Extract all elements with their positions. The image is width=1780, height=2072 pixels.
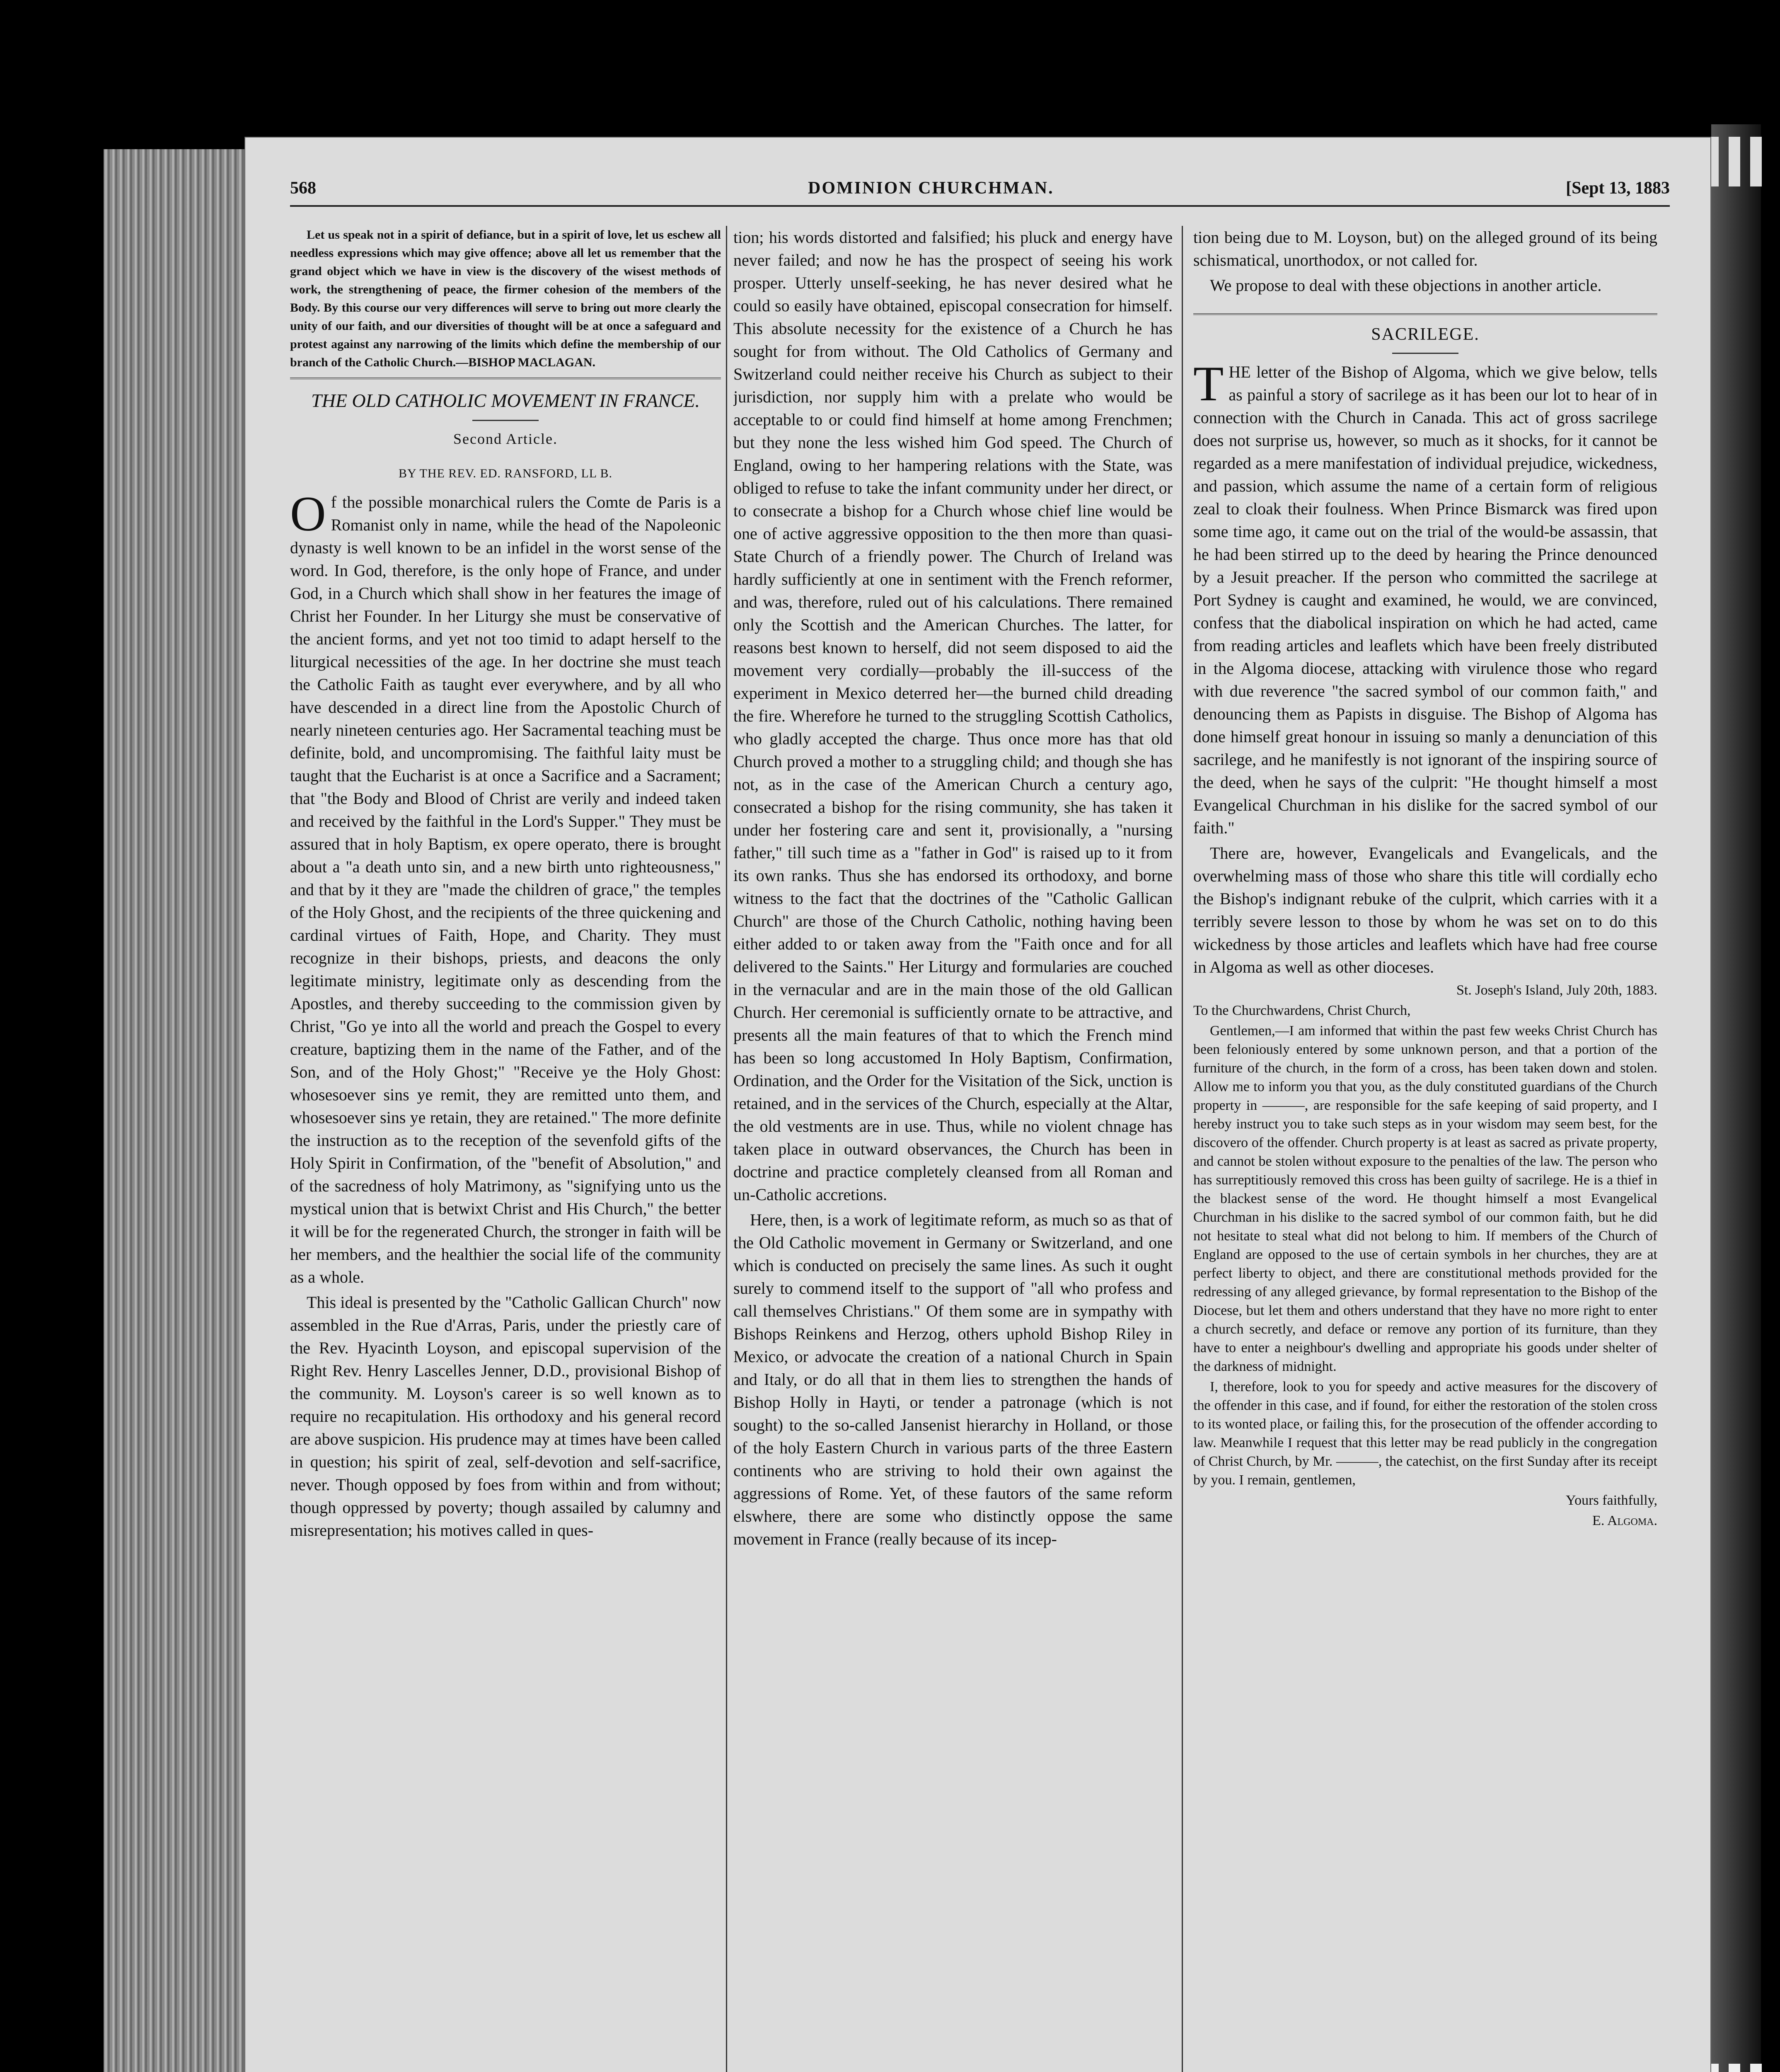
header-rule — [290, 205, 1670, 207]
column-rule-2 — [1182, 226, 1183, 2072]
letter-addressee: To the Churchwardens, Christ Church, — [1193, 1003, 1411, 1018]
sacrilege-title: SACRILEGE. — [1371, 325, 1480, 344]
section-rule — [1193, 313, 1657, 315]
sacrilege-paragraph: There are, however, Evangelicals and Evangelicals, and the overwhelming mass of those who share this title will cordially echo the Bishop's indignant rebuke of the culprit, which carries with it a terribly severe lesson to those by whom he was set on to do this wickedness by those articles and leaflets which have had free course in Algoma as well as other dioceses. — [1193, 844, 1657, 976]
article-title: THE OLD CATHOLIC MOVEMENT IN FRANCE. — [311, 390, 700, 411]
scan-marks-bottom — [1707, 2064, 1778, 2072]
bishop-letter — [1193, 981, 1657, 1530]
column-2 — [733, 226, 1173, 2072]
column-rule-1 — [726, 226, 727, 2072]
gutter-shadow — [1711, 124, 1761, 2072]
article-paragraph: Of the possible monarchical rulers the Comte de Paris is a Romanist only in name, while the head of the Napoleonic dynasty is well known to be an infidel in the worst sense of the word. In God, therefore, is the only hope of France, and under God, in a Church which shall show in her features the image of Christ her Founder. In her Liturgy she must be conservative of the ancient forms, and yet not too timid to adapt herself to the liturgical necessities of the age. In her doctrine she must teach the Catholic Faith as taught ever everywhere, and by all who have descended in a direct line from the Apostolic Church of nearly nineteen centuries ago. Her Sacramental teaching must be definite, bold, and uncompromising. The faithful laity must be taught that the Eucharist is at once a Sacrifice and a Sacrament; that "the Body and Blood of Christ are verily and indeed taken and received by the faithful in the Lord's Supper." They must be assured that in holy Baptism, ex opere operato, there is brought about a "a death unto sin, and a new birth unto righteousness," and that by it they are "made the children of grace," the temples of the Holy Ghost, and the recipients of the three quickening and cardinal virtues of Faith, Hope, and Charity. They must recognize in their bishops, priests, and deacons the only legitimate ministry, legitimate only as descending from the Apostles, and thereby succeeding to the commission given by Christ, "Go ye into all the world and preach the Gospel to every creature, baptizing them in the name of the Father, and of the Son, and of the Holy Ghost;" "Receive ye the Holy Ghost: whosesoever sins ye remit, they are remitted unto them, and whosesoever sins ye retain, they are retained." The more definite the instruction as to the reception of the sevenfold gifts of the Holy Spirit in Confirmation, of the "benefit of Absolution," and of the sacredness of holy Matrimony, as "signifying unto us the mystical union that is betwixt Christ and His Church," the better it will be for the regenerated Church, the stronger in faith will be her members, and the healthier the social life of the community as a whole. — [290, 486, 721, 1286]
issue-date: [Sept 13, 1883 — [1566, 179, 1670, 198]
article-paragraph: tion being due to M. Loyson, but) on the alleged ground of its being schismatical, unorthodox, or not called for. — [1193, 228, 1657, 269]
sacrilege-paragraph: THE letter of the Bishop of Algoma, which we give below, tells as painful a story of sacrilege as it has been our lot to hear of in connection with the Church in Canada. This act of gross sacrilege does not surprise us, however, so much as it shocks, for it cannot be regarded as a mere manifestation of individual prejudice, wickedness, and passion, which assume the name of a certain form of religious zeal to cloak their foulness. When Prince Bismarck was fired upon some time ago, it came out on the trial of the would-be assassin, that he had been stirred up to the deed by hearing the Prince denounced by a Jesuit preacher. If the person who committed the sacrilege at Port Sydney is caught and examined, he would, we are convinced, confess that the diabolical inspiration on which he had acted, came from reading articles and leaflets which have been freely distributed in the Algoma diocese, attacking with virulence those who regard with due reverence "the sacred symbol of our common faith," and denouncing them as Papists in disguise. The Bishop of Algoma has done himself great honour in issuing so manly a denunciation of this sacrilege, and he manifestly is not ignorant of the inspiring source of the deed, when he says of the culprit: "He thought himself a most Evangelical Churchman in his dislike for the sacred symbol of our faith." — [1193, 356, 1657, 837]
article-paragraph: Here, then, is a work of legitimate reform, as much so as that of the Old Catholic movement in Germany or Switzerland, and one which is conducted on precisely the same lines. As such it ought surely to commend itself to the support of "all who profess and call themselves Christians." Of them some are in sympathy with Bishops Reinkens and Herzog, others uphold Bishop Riley in Mexico, or advocate the creation of a national Church in Spain and Italy, or do all that in them lies to strengthen the hands of Bishop Holly in Hayti, or tender a patronage (which is not sought) to the so-called Jansenist hierarchy in Holland, or those of the holy Eastern Church in various parts of the three Eastern continents who are striving to hold their own against the aggressions of Rome. Yet, of these fautors of the same reform elswhere, there are some who distinctly oppose the same movement in France (really because of its incep- — [733, 1210, 1173, 1548]
title-rule — [1392, 353, 1458, 354]
letter-closing: Yours faithfully, — [1565, 1493, 1657, 1508]
letter-paragraph: I, therefore, look to you for speedy and active measures for the discovery of the offender in this case, and if found, for either the restoration of the stolen cross to its wonted place, or failing this, for the prosecution of the offender according to law. Meanwhile I request that this letter may be read publicly in the congregation of Christ Church, by Mr. ———, the catechist, on the first Sunday after its receipt by you. I remain, gentlemen, — [1193, 1379, 1657, 1488]
drop-cap: T — [1193, 356, 1224, 411]
page-header — [290, 178, 1670, 215]
book-page-edges — [104, 149, 244, 2072]
letter-signature: E. Algoma. — [1592, 1513, 1657, 1528]
newspaper-page — [244, 137, 1711, 2072]
letter-place-date: St. Joseph's Island, July 20th, 1883. — [1456, 983, 1657, 998]
quote-rule — [290, 378, 721, 379]
article-paragraph: tion; his words distorted and falsified; his pluck and energy have never failed; and now he has the prospect of seeing his work prosper. Utterly unself-seeking, he has never desired what he could so easily have obtained, episcopal consecration for himself. This absolute necessity for the existence of a Church he has sought for from without. The Old Catholics of Germany and Switzerland could neither receive his Church as subject to their jurisdiction, nor supply him with a prelate who would be acceptable to or could find himself at home among Frenchmen; but they none the less wished him God speed. The Church of England, owing to her hampering relations with the State, was obliged to refuse to take the infant community under her direct, or to consecrate a bishop for a Church whose chief line would be one of active aggressive opposition to the then more than quasi-State Church of a friendly power. The Church of Ireland was hardly sufficiently at one in sentiment with the French reformer, and was, therefore, ruled out of his calculations. There remained only the Scottish and the American Churches. The latter, for reasons best known to herself, did not seem disposed to aid the movement very cordially—probably the ill-success of the experiment in Mexico deterred her—the burned child dreading the fire. Wherefore he turned to the struggling Scottish Catholics, who gladly accepted the charge. Thus once more has that old Church proved a mother to a struggling child; and though she has not, as in the case of the American Church a century ago, consecrated a bishop for the rising community, she has taken it under her fostering care and sent it, provisionally, a "nursing father," till such time as a "father in God" is raised up to it from its own ranks. Thus she has endorsed its orthodoxy, and borne witness to the fact that the doctrines of the "Catholic Gallican Church" are those of the Church Catholic, nothing having been either added to or taken away from the "Faith once and for all delivered to the Saints." Her Liturgy and formularies are couched in the vernacular and are in the main those of the old Gallican Church. Her ceremonial is sufficiently ornate to be attractive, and presents all the main features of that to which the French mind has been so long accustomed In Holy Baptism, Confirmation, Ordination, and the Order for the Visitation of the Sick, unction is retained, and in the services of the Church, especially at the Altar, the old vestments are in use. Thus, while no violent chnage has taken place in outward observances, the Church has been in doctrine and practice completely cleansed from all Roman and un-Catholic accretions. — [733, 228, 1173, 1204]
article-paragraph: This ideal is presented by the "Catholic Gallican Church" now assembled in the Rue d'Arras, Paris, under the priestly care of the Rev. Hyacinth Loyson, and episcopal supervision of the Right Rev. Henry Lascelles Jenner, D.D., provisional Bishop of the community. M. Loyson's career is so well known as to require no recapitulation. His orthodoxy and his general record are above suspicion. His prudence may at times have been called in question; his spirit of zeal, self-devotion and self-sacrifice, never. Though opposed by foes from within and from without; though oppressed by poverty; though assailed by calumny and misrepresentation; his motives called in ques- — [290, 1293, 721, 1539]
article-subtitle: Second Article. — [453, 431, 558, 447]
article-byline: BY THE REV. ED. RANSFORD, LL B. — [398, 467, 613, 480]
page-number: 568 — [290, 179, 316, 198]
column-3 — [1193, 226, 1657, 2072]
drop-cap: O — [290, 486, 326, 541]
publication-title: DOMINION CHURCHMAN. — [808, 179, 1054, 198]
article-paragraph: We propose to deal with these objections in another article. — [1210, 276, 1602, 295]
column-1 — [290, 226, 721, 2072]
scan-marks-top — [1707, 137, 1778, 186]
title-rule — [472, 420, 539, 421]
letter-paragraph: Gentlemen,—I am informed that within the past few weeks Christ Church has been feloniously entered by some unknown person, and that a portion of the furniture of the church, in the form of a cross, has been taken down and stolen. Allow me to inform you that you, as the duly constituted guardians of the Church property in ———, are responsible for the safe keeping of said property, and I hereby instruct you to take such steps as in your wisdom may seem best, for the discovero of the offender. Church property is at least as sacred as private property, and cannot be stolen without exposure to the penalties of the law. The person who has surreptitiously removed this cross has been guilty of sacrilege. He is a thief in the blackest sense of the word. He thought himself a most Evangelical Churchman in his dislike to the sacred symbol of our common faith, but he did not hesitate to steal what did not belong to him. If members of the Church of England are opposed to the use of certain symbols in her churches, they are at perfect liberty to object, and there are constitutional methods provided for the redressing of any alleged grievance, by formal representation to the Bishop of the Diocese, but let them and others understand that they have no more right to enter a church secretly, and deface or remove any portion of its furniture, than they have to enter a neighbour's dwelling and appropriate his goods under shelter of the darkness of midnight. — [1193, 1023, 1657, 1374]
epigraph-quote: Let us speak not in a spirit of defiance, but in a spirit of love, let us eschew all needless expressions which may give offence; above all let us remember that the grand object which we have in view is the discovery of the wisest methods of work, the strengthening of peace, the firmer cohesion of the members of the Body. By this course our very differences will serve to bring out more clearly the unity of our faith, and our diversities of thought will be at once a safeguard and protest against any narrowing of the limits which define the membership of our branch of the Catholic Church.—BISHOP MACLAGAN. — [290, 228, 721, 369]
